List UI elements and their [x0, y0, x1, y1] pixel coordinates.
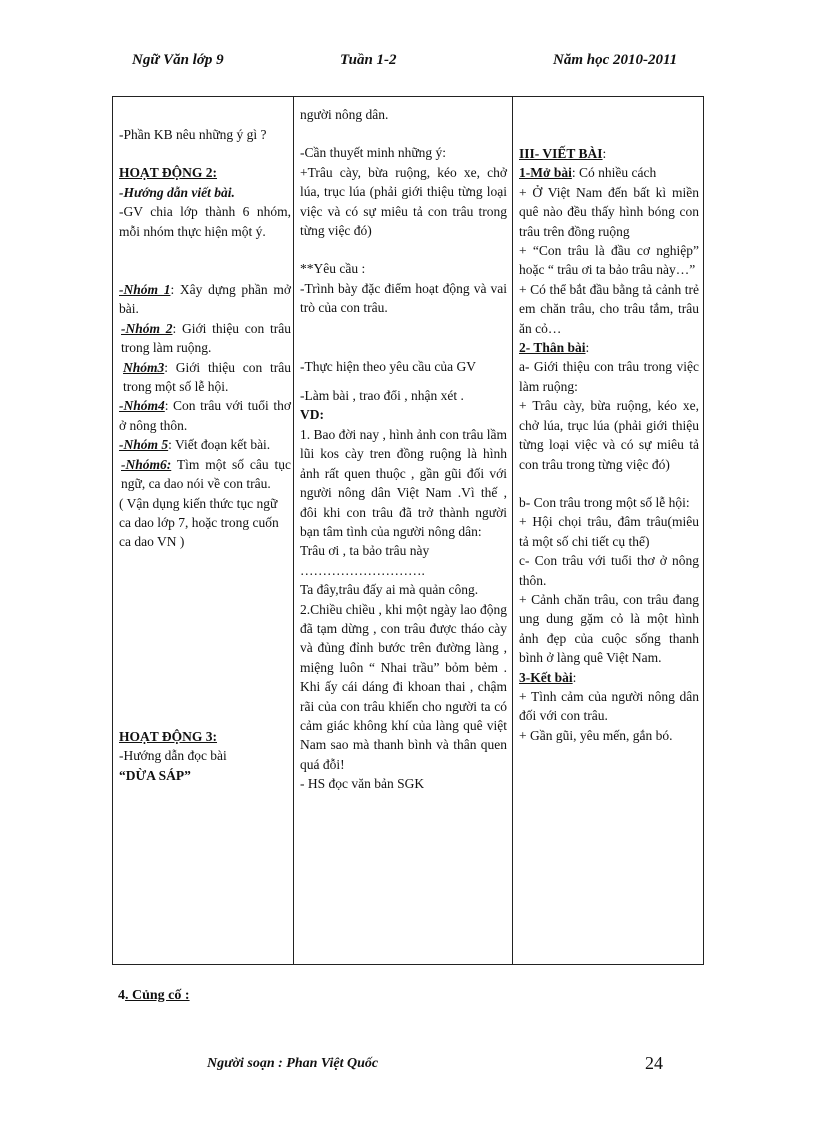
group-6: -Nhóm6: Tìm một số câu tục ngữ, ca dao nói về con trâu.: [121, 456, 291, 492]
intro-point-2: + “Con trâu là đầu cơ nghiệp” hoặc “ trâu ơi ta bảo trâu này…”: [519, 243, 699, 278]
intro-heading: 1-Mở bài: Có nhiều cách: [519, 165, 657, 181]
example-label: VD:: [300, 407, 324, 423]
header-week: Tuần 1-2: [340, 52, 397, 68]
group-2: -Nhóm 2: Giới thiệu con trâu trong làm ruộng.: [121, 320, 291, 356]
poem-line-1: Trâu ơi , ta bảo trâu này: [300, 543, 430, 559]
body-part-b: b- Con trâu trong một số lễ hội:: [519, 494, 690, 510]
requirement-detail: -Trình bày đặc điểm hoạt động và vai trò của con trâu.: [300, 280, 507, 316]
section-title: III- VIẾT BÀI:: [519, 146, 607, 161]
need-detail: +Trâu cày, bừa ruộng, kéo xe, chở lúa, trục lúa (phải giới thiệu từng loại việc và có sự miêu tả con trâu trong từng việc đó): [300, 164, 507, 239]
group-4: -Nhóm4: Con trâu với tuổi thơ ở nông thôn.: [119, 398, 291, 433]
body-part-c-detail: + Cảnh chăn trâu, con trâu đang ung dung gặm cỏ là một hình ảnh đẹp của cuộc sống thanh bình ở làng quê Việt Nam.: [519, 591, 699, 666]
conclusion-heading: 3-Kết bài:: [519, 669, 577, 685]
body-part-b-detail: + Hội chọi trâu, đâm trâu(miêu tả một số chi tiết cụ thể): [519, 514, 699, 549]
intro-point-1: + Ở Việt Nam đến bất kì miền quê nào đều thấy hình bóng con trâu trên đồng ruộng: [519, 184, 699, 239]
group-1: -Nhóm 1: Xây dựng phần mở bài.: [119, 282, 291, 317]
activity-2-title: HOẠT ĐỘNG 2:: [119, 165, 218, 181]
lesson-table: [112, 96, 704, 965]
page-number: 24: [645, 1053, 663, 1073]
example-1: 1. Bao đời nay , hình ảnh con trâu lầm lũi kos cày tren đồng ruộng là hình ảnh rất quen thuộc , gần gũi đối với người nông dân Việt Nam .Vì thế , đôi khi con trâu đã trở thành người bạn tâm tình của người nông dân:: [300, 426, 507, 539]
header-year: Năm học 2010-2011: [553, 52, 678, 68]
column-divider: [293, 97, 294, 964]
need-explain: -Cần thuyết minh những ý:: [300, 145, 447, 161]
group-division-text: -GV chia lớp thành 6 nhóm, mỗi nhóm thực hiện một ý.: [119, 204, 291, 239]
question-kb: -Phần KB nêu những ý gì ?: [119, 127, 267, 142]
example-2: 2.Chiều chiều , khi một ngày lao động đã tạm dừng , con trâu được tháo cày và đủng đỉnh bước trên đường làng , miệng luôn “ Nhai trầu” bỏm bẻm . Khi ấy cái dáng đi khoan thai , chậm rãi của con trâu khiến cho người ta có cảm giác không khí của làng quê việt Nam sao mà thanh bình và thân quen quá đỗi!: [300, 601, 507, 772]
content-column: [519, 144, 699, 745]
requirement-title: **Yêu cầu :: [300, 261, 366, 277]
conclusion-point-1: + Tình cảm của người nông dân đối với con trâu.: [519, 688, 699, 724]
body-heading: 2- Thân bài:: [519, 340, 590, 356]
student-read: - HS đọc văn bản SGK: [300, 776, 425, 792]
consolidate-heading: 4. Củng cố :: [118, 988, 190, 1003]
follow-requirement: -Thực hiện theo yêu cầu của GV: [300, 358, 476, 374]
group-6-note: ( Vận dụng kiến thức tục ngữ ca dao lớp 7, hoặc trong cuốn ca dao VN ): [119, 495, 279, 550]
author-line: Người soạn : Phan Việt Quốc: [207, 1056, 379, 1071]
teacher-activity-column: [119, 125, 291, 785]
activity-2-subtitle: -Hướng dẫn viết bài.: [119, 184, 235, 200]
body-part-a: a- Giới thiệu con trâu trong việc làm ruộng:: [519, 359, 699, 394]
activity-3-title: HOẠT ĐỘNG 3:: [119, 728, 218, 744]
body-part-c: c- Con trâu với tuổi thơ ở nông thôn.: [519, 553, 699, 588]
body-part-a-detail: + Trâu cày, bừa ruộng, kéo xe, chở lúa, trục lúa (phải giới thiệu từng loại việc và có sự miêu tả con trâu trong từng việc đó): [519, 398, 699, 472]
group-3: Nhóm3: Giới thiệu con trâu trong một số lễ hội.: [123, 359, 291, 395]
activity-3-subtitle: -Hướng dẫn đọc bài: [119, 748, 227, 764]
text-top: người nông dân.: [300, 107, 389, 122]
group-5: -Nhóm 5: Viết đoạn kết bài.: [119, 437, 271, 453]
header-subject: Ngữ Văn lớp 9: [132, 52, 224, 68]
work-instruction: -Làm bài , trao đổi , nhận xét .: [300, 388, 464, 404]
poem-dots: ……………………….: [300, 562, 425, 578]
student-activity-column: [300, 105, 507, 794]
intro-point-3: + Có thể bắt đầu bằng tả cảnh trẻ em chăn trâu, cho trâu tắm, trâu ăn cỏ…: [519, 281, 699, 336]
column-divider: [512, 97, 513, 964]
poem-line-2: Ta đây,trâu đấy ai mà quản công.: [300, 582, 479, 598]
reading-title: “DỪA SÁP”: [119, 767, 191, 783]
conclusion-point-2: + Gần gũi, yêu mến, gắn bó.: [519, 727, 673, 743]
